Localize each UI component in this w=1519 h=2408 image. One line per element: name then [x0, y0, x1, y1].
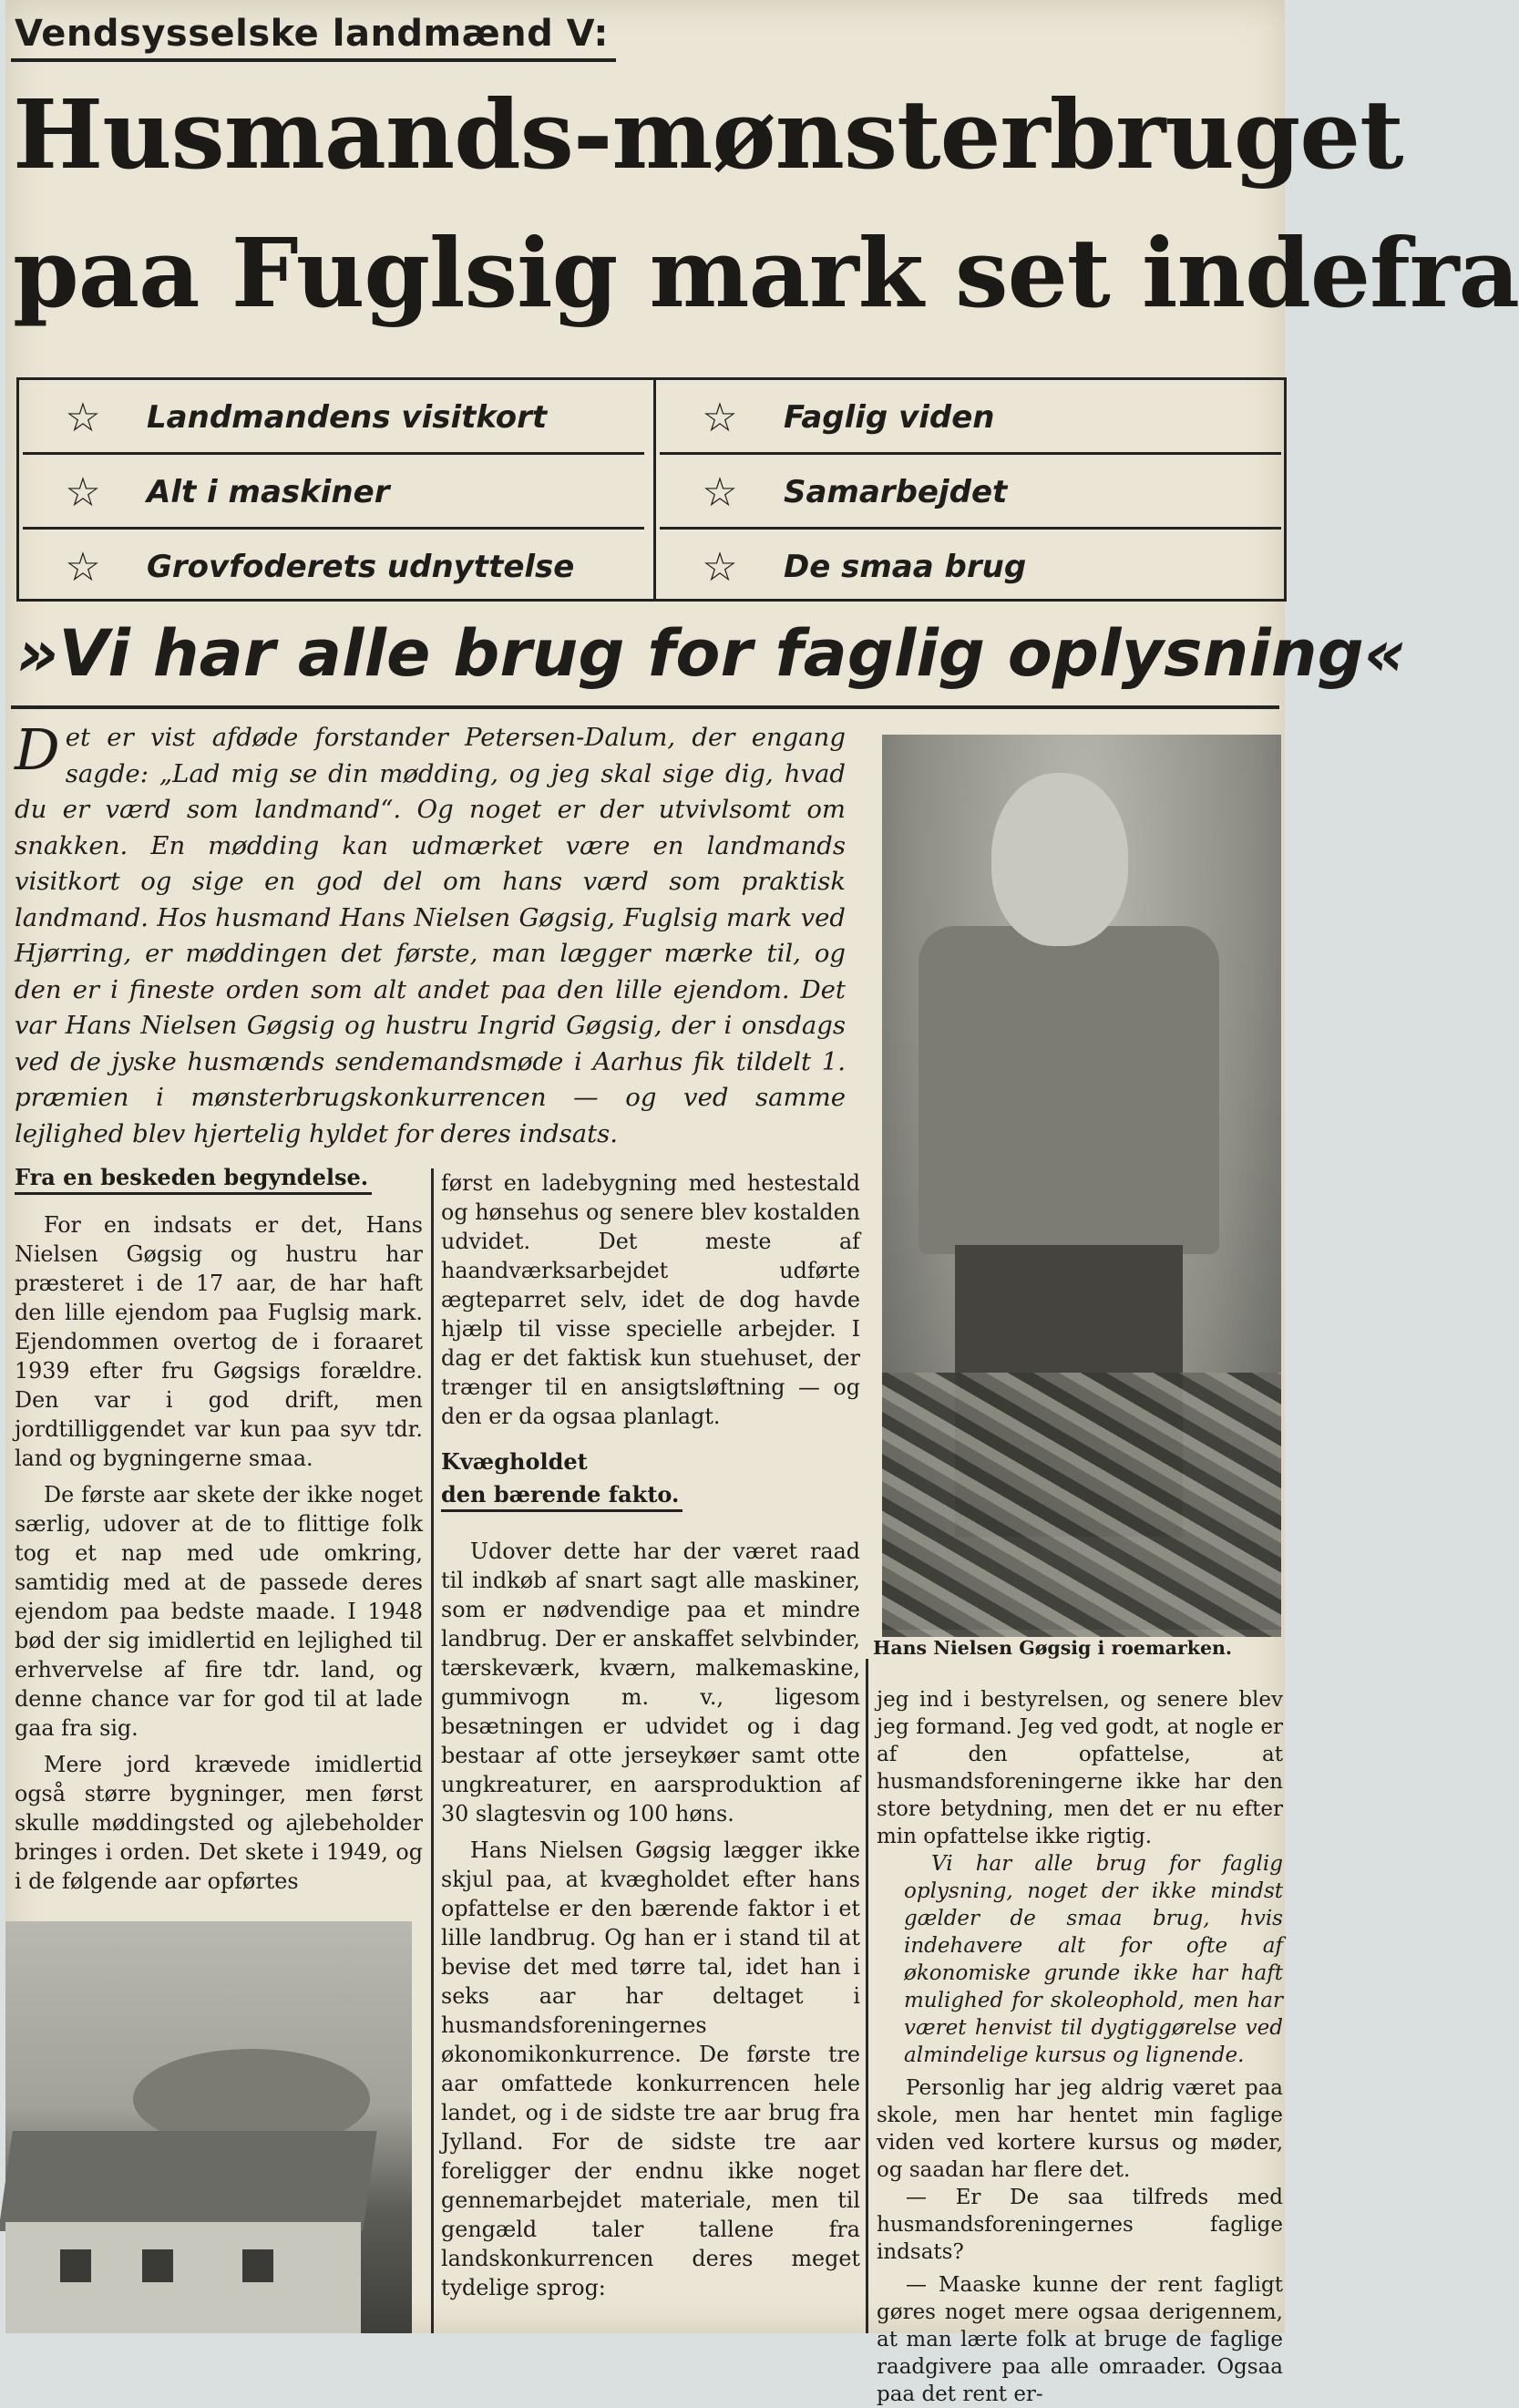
paragraph: Udover dette har der været raad til indkøb af snart sagt alle maskiner, som er nødvendige paa et mindre landbrug. Der er anskaffet selvbinder, tærskeværk, kværn, malkemaskine, gummivogn m. v., ligesom besætningen er udvidet og i dag bestaar af otte jerseykøer samt otte ungkreaturer, en aarsproduktion af 30 slagtesvin og 100 høns.	[441, 1538, 860, 1827]
star-icon: ☆	[65, 468, 101, 516]
paragraph: Hans Nielsen Gøgsig lægger ikke skjul paa, at kvægholdet efter hans opfattelse er den bærende faktor i et lille landbrug. Og han er i stand til at bevise det med tørre tal, idet han i seks aar har deltaget i husmandsforeningernes økonomikonkurrence. De første tre aar omfattede konkurrencen hele landet, og i de sidste tre aar brug fra Jylland. For de sidste tre aar foreligger der endnu ikke noget gennemarbejdet materiale, men til gengæld taler tallene fra landskonkurrencen deres meget tydelige sprog:	[441, 1837, 860, 2300]
photo-window	[242, 2249, 273, 2282]
section-heading: Kvægholdet	[441, 1448, 588, 1475]
star-icon: ☆	[702, 468, 738, 516]
topics-box	[16, 377, 1287, 602]
topic-label: Landmandens visitkort	[147, 399, 548, 436]
article-column-2-top	[441, 1168, 860, 1431]
topic-item	[19, 455, 648, 530]
paragraph: først en ladebygning med hestestald og hønsehus og senere blev kostalden udvidet. Det meste af haandværksarbejdet udførte ægteparret selv, idet de dog havde hjælp til visse specielle arbejder. I dag er det faktisk kun stuehuset, der trænger til en ansigtsløftning — og den er da ogsaa planlagt.	[441, 1170, 860, 1429]
photo-caption: Hans Nielsen Gøgsig i roemarken.	[873, 1637, 1233, 1659]
paragraph: jeg ind i bestyrelsen, og senere blev jeg formand. Jeg ved godt, at nogle er af den opfattelse, at husmandsforeningerne ikke har den store betydning, men det er nu efter min opfattelse ikke rigtig.	[877, 1688, 1283, 1848]
section-heading-2: den bærende fakto.	[441, 1480, 683, 1512]
pull-quote: »Vi har alle brug for faglig oplysning«	[16, 616, 1407, 691]
paragraph: — Maaske kunne der rent fagligt gøres noget mere ogsaa derigennem, at man lærte folk at bruge de faglige raadgivere paa alle omraader. Ogsaa paa det rent er-	[877, 2273, 1283, 2406]
topic-label: Samarbejdet	[784, 474, 1008, 510]
photo-figure-head	[991, 773, 1128, 946]
topic-item	[19, 530, 648, 604]
paragraph: De første aar skete der ikke noget særlig, udover at de to flittige folk tog et nap med ude omkring, samtidig med at de passede deres ejendom paa bedste maade. I 1948 bød der sig imidlertid en lejlighed til erhvervelse af fire tdr. land, og denne chance var for god til at lade gaa fra sig.	[15, 1482, 423, 1741]
topic-label: Alt i maskiner	[147, 474, 390, 510]
article-column-1	[15, 1210, 423, 1896]
paragraph: — Er De saa tilfreds med husmandsforeningernes faglige indsats?	[877, 2186, 1283, 2264]
newspaper-clipping	[5, 0, 1519, 2406]
section-heading: Fra en beskeden begyndelse.	[15, 1163, 372, 1195]
topic-item	[656, 530, 1285, 604]
photo-window	[60, 2249, 91, 2282]
topic-item	[656, 455, 1285, 530]
article-column-3	[877, 1686, 1283, 2408]
star-icon: ☆	[702, 394, 738, 441]
column-rule	[431, 1168, 434, 2333]
paragraph: Mere jord krævede imidlertid også større bygninger, men først skulle møddingsted og ajlebeholder bringes i orden. Det skete i 1949, og i de følgende aar opførtes	[15, 1752, 423, 1894]
topic-label: Grovfoderets udnyttelse	[147, 549, 575, 585]
headline-line-1: Husmands-mønsterbruget	[13, 78, 1403, 190]
paragraph: For en indsats er det, Hans Nielsen Gøgsig og hustru har præsteret i de 17 aar, de har haft den lille ejendom paa Fuglsig mark. Ejendommen overtog de i foraaret 1939 efter fru Gøgsigs forældre. Den var i god drift, men jordtilliggendet var kun paa syv tdr. land og bygningerne smaa.	[15, 1212, 423, 1471]
lead-paragraph	[15, 716, 846, 1152]
drop-cap: D	[15, 716, 60, 783]
photo-roof	[0, 2131, 377, 2231]
photo-window	[142, 2249, 173, 2282]
topic-item	[19, 380, 648, 455]
photo-ground	[882, 1373, 1281, 1637]
photo-wall	[5, 2222, 361, 2333]
lead-text: et er vist afdøde forstander Petersen-Dalum, der engang sagde: „Lad mig se din mødding, og jeg skal sige dig, hvad du er værd som landmand“. Og noget er der utvivlsomt om snakken. En mødding kan udmærket være en landmands visitkort og sige en god del om hans værd som praktisk landmand. Hos husmand Hans Nielsen Gøgsig, Fuglsig mark ved Hjørring, er møddingen det første, man lægger mærke til, og den er i fineste orden som alt andet paa den lille ejendom. Det var Hans Nielsen Gøgsig og hustru Ingrid Gøgsig, der i onsdags ved de jyske husmænds sendemandsmøde i Aarhus fik tildelt 1. præmien i mønsterbrugskonkurrencen — og ved samme lejlighed blev hjertelig hyldet for deres indsats.	[15, 723, 846, 1148]
star-icon: ☆	[65, 394, 101, 441]
topic-item	[656, 380, 1285, 455]
pull-quote-rule	[11, 705, 1279, 709]
paragraph: Personlig har jeg aldrig været paa skole, men har hentet min faglige viden ved kortere kursus og møder, og saadan har flere det.	[877, 2076, 1283, 2182]
article-column-2	[441, 1537, 860, 2302]
farm-photo	[5, 1921, 412, 2333]
column-rule	[866, 1659, 868, 2333]
topic-label: De smaa brug	[784, 549, 1027, 585]
topic-label: Faglig viden	[784, 399, 995, 436]
portrait-photo	[882, 735, 1281, 1630]
star-icon: ☆	[65, 543, 101, 591]
headline-line-2: paa Fuglsig mark set indefra	[13, 217, 1519, 329]
italic-quote: Vi har alle brug for faglig oplysning, noget der ikke mindst gælder de smaa brug, hvis indehavere alt for ofte af økonomiske grunde ikke har haft mulighed for skoleophold, men har været henvist til dygtiggørelse ved almindelige kursus og lignende.	[904, 1852, 1283, 2067]
series-kicker: Vendsysselske landmænd V:	[11, 13, 616, 62]
star-icon: ☆	[702, 543, 738, 591]
photo-figure-body	[919, 926, 1219, 1254]
